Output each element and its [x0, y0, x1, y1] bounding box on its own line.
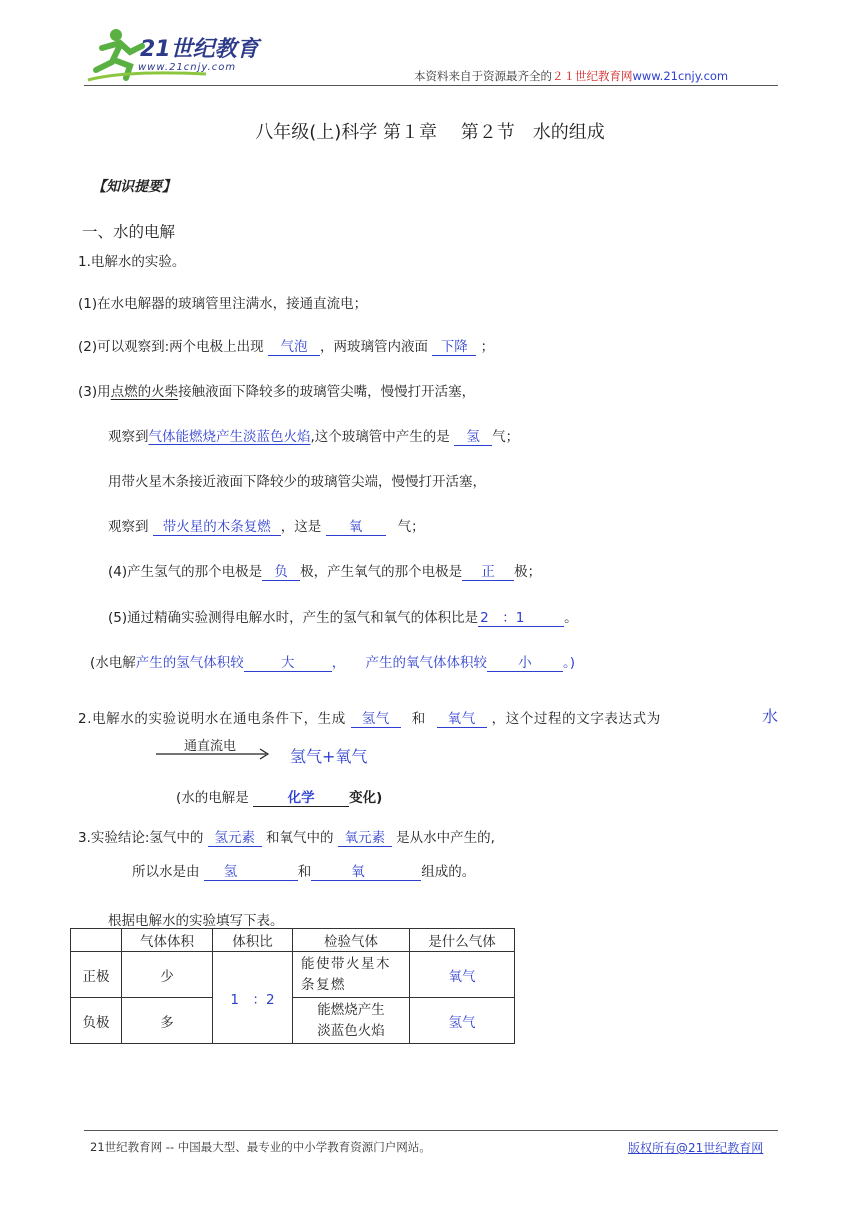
answer-chemical: 化学	[287, 790, 315, 806]
table-caption: 根据电解水的实验填写下表。	[108, 913, 284, 929]
footer-divider	[84, 1130, 778, 1131]
electrolysis-table	[70, 928, 515, 1044]
q3-conclusion: 3.实验结论:氢气中的 氢元素 和氧气中的 氧元素 是从水中产生的,	[78, 830, 495, 846]
table-header-test: 检验气体	[293, 929, 410, 952]
answer-splint-reignites: 带火星的木条复燃	[153, 519, 281, 536]
table-header-row	[71, 929, 515, 952]
q1-step1: (1)在水电解器的玻璃管里注满水，接通直流电；	[78, 296, 368, 312]
row-gas: 氧气	[410, 952, 515, 998]
q1-step5: (5)通过精确实验测得电解水时，产生的氢气和氧气的体积比是 2 ：1 。	[108, 610, 578, 626]
q1-step3: (3)用点燃的火柴接触液面下降较多的玻璃管尖嘴，慢慢打开活塞，	[78, 384, 476, 400]
answer-hydrogen: 氢	[454, 429, 492, 446]
equation-arrow-icon	[156, 748, 272, 760]
answer-smaller: 小	[487, 655, 563, 672]
row-gas: 氢气	[410, 998, 515, 1044]
logo-text: 21世纪教育	[140, 37, 259, 62]
q2-change-type: (水的电解是 化学 变化)	[176, 790, 383, 806]
page-title: 八年级(上)科学 第１章 第２节 水的组成	[255, 122, 605, 143]
q3-composition: 所以水是由 氢 和 氧 组成的。	[132, 864, 476, 880]
answer-oxygen-2: 氧	[311, 864, 421, 881]
q2-statement: 2.电解水的实验说明水在通电条件下，生成 氢气 和 氧气 ，这个过程的文字表达式为	[78, 711, 661, 727]
answer-blue-flame: 气体能燃烧产生淡蓝色火焰	[148, 429, 311, 445]
equation-products: 氢气+氧气	[290, 747, 368, 766]
header-divider	[84, 85, 778, 86]
row-electrode: 正极	[71, 952, 122, 998]
answer-negative: 负	[262, 564, 300, 581]
answer-hydrogen-2: 氢	[204, 864, 298, 881]
row-electrode: 负极	[71, 998, 122, 1044]
table-row	[71, 952, 515, 998]
knowledge-heading: 【知识提要】	[92, 179, 176, 195]
answer-larger: 大	[244, 655, 332, 672]
header-url-link[interactable]: www.21cnjy.com	[632, 69, 729, 83]
row-test: 能燃烧产生 淡蓝色火焰	[293, 998, 410, 1044]
row-ratio: 1 ：2	[213, 952, 293, 1044]
row-volume: 多	[122, 998, 213, 1044]
table-header-gas: 是什么气体	[410, 929, 515, 952]
q1-intro: 1.电解水的实验。	[78, 254, 186, 270]
q1-step2: (2)可以观察到:两个电极上出现 气泡 ，两玻璃管内液面 下降 ；	[78, 339, 495, 355]
header-source-note: 本资料来自于资源最齐全的２１世纪教育网www.21cnjy.com	[414, 69, 729, 83]
answer-oxygen: 氧	[326, 519, 386, 536]
logo-url: www.21cnjy.com	[138, 62, 237, 73]
q1-step4: (4)产生氢气的那个电极是 负 极，产生氧气的那个电极是 正 极；	[108, 564, 542, 580]
footer-copyright-link[interactable]: 版权所有@21世纪教育网	[628, 1141, 764, 1155]
q1-note: (水电解产生的氢气体积较 大 ， 产生的氧气体体积较 小 。)	[90, 655, 576, 671]
answer-hydrogen-gas: 氢气	[351, 711, 401, 728]
q1-observation-2: 观察到 带火星的木条复燃 ，这是 氧 气；	[108, 519, 425, 535]
row-test: 能使带火星木 条复燃	[293, 952, 410, 998]
table-header-ratio: 体积比	[213, 929, 293, 952]
row-volume: 少	[122, 952, 213, 998]
answer-ratio: 2 ：1	[478, 610, 564, 627]
equation-reactant: 水	[762, 707, 779, 726]
table-header-volume: 气体体积	[122, 929, 213, 952]
answer-oxygen-element: 氧元素	[338, 830, 392, 847]
equation-condition: 通直流电	[184, 739, 237, 754]
answer-positive: 正	[462, 564, 514, 581]
answer-bubbles: 气泡	[268, 339, 320, 356]
section-heading: 一、水的电解	[82, 223, 176, 241]
answer-fall: 下降	[432, 339, 476, 356]
footer-text: 21世纪教育网 -- 中国最大型、最专业的中小学教育资源门户网站。	[90, 1140, 431, 1154]
table-header-empty	[71, 929, 122, 952]
answer-oxygen-gas: 氧气	[437, 711, 487, 728]
q1-line-b: 用带火星木条接近液面下降较少的玻璃管尖端，慢慢打开活塞，	[108, 474, 486, 490]
q1-observation-1: 观察到气体能燃烧产生淡蓝色火焰,这个玻璃管中产生的是 氢 气；	[108, 429, 520, 445]
table-row	[71, 998, 515, 1044]
answer-hydrogen-element: 氢元素	[208, 830, 262, 847]
